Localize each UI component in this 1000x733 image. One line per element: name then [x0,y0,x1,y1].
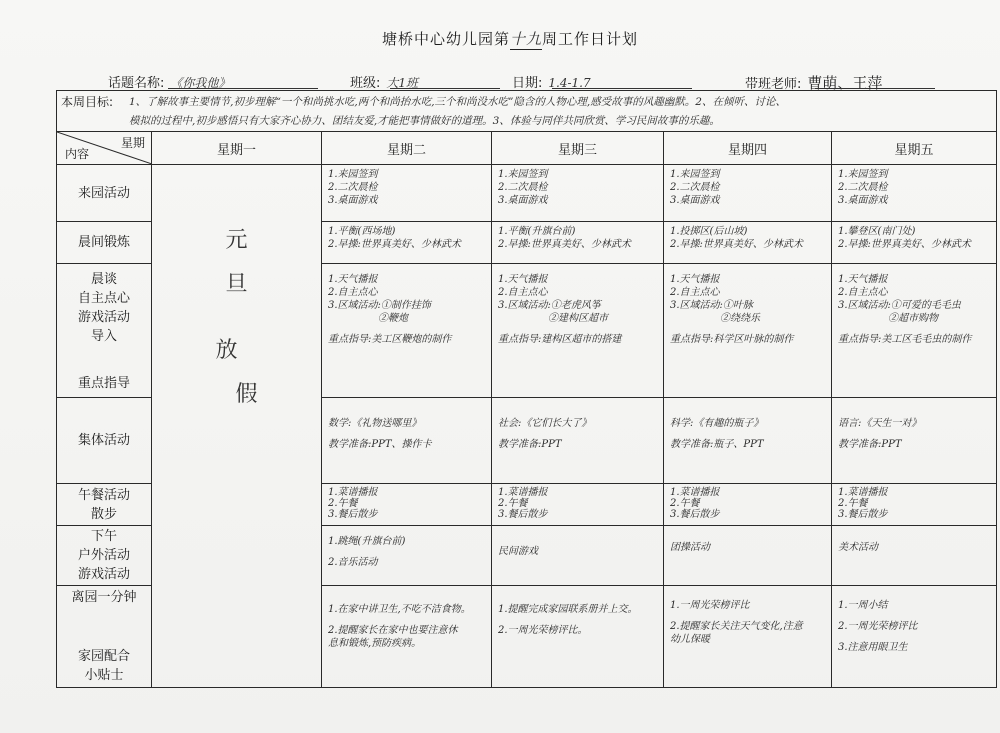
afternoon-wed [492,526,664,586]
goals-cell [57,91,997,132]
day-header-tue: 星期二 [322,132,492,165]
departure-wed [492,586,664,688]
cell-line: 团操活动 [670,542,710,553]
date-value: 1.4-1.7 [548,76,591,90]
page-title [330,28,690,50]
monday-holiday-cell [152,165,322,688]
row-label-line: 散步 [90,506,117,522]
cell-line: 2.一周光荣榜评比。 [498,625,588,636]
week-number: 十九 [509,30,542,48]
lunch-fri [832,484,997,526]
row-label-line: 晨谈 [90,272,117,287]
cell-line: 1.一周小结 [838,600,888,611]
topic-label: 话题名称: [108,76,165,91]
exercise-wed [492,222,664,264]
cell-line: 社会:《它们长大了》 [498,418,592,429]
cell-line: 1.天气播报 [838,274,888,285]
lunch-tue [322,484,492,526]
corner-weekday-label: 星期 [120,136,145,150]
day-header-wed: 星期三 [492,132,664,165]
cell-line: 1.来园签到 [328,169,378,180]
cell-line: 2.自主点心 [498,287,548,298]
weekly-plan-table [56,90,997,688]
row-label-morning-exercise: 晨间锻炼 [57,222,152,264]
cell-line: 2.自主点心 [838,287,888,298]
lunch-thu [664,484,832,526]
day-header-mon: 星期一 [152,132,322,165]
cell-line: 2.早操:世界真美好、少林武术 [498,239,631,250]
cell-line: 1.菜谱播报 [670,487,720,498]
afternoon-thu [664,526,832,586]
talk-thu [664,264,832,398]
talk-tue [322,264,492,398]
talk-fri [832,264,997,398]
class-value: 大1班 [386,76,419,90]
goals-line: 模拟的过程中,初步感悟只有大家齐心协力、团结友爱,才能把事情做好的道理。3、体验与同伴共同欣赏、学习民间故事的乐趣。 [129,115,720,127]
arrival-row [57,165,997,222]
holiday-char: 元 [225,228,248,253]
cell-line: 1.来园签到 [838,169,888,180]
cell-line: 1.跳绳(升旗台前) [328,536,406,547]
cell-line: 3.餐后散步 [328,509,378,520]
cell-line: 2.早操:世界真美好、少林武术 [838,239,971,250]
cell-line: 3.餐后散步 [498,509,548,520]
class-label: 班级: [350,76,381,91]
afternoon-fri [832,526,997,586]
cell-line: 1.天气播报 [498,274,548,285]
date-label: 日期: [512,76,543,91]
group-thu [664,398,832,484]
cell-line: 2.音乐活动 [328,557,378,568]
row-label-line: 午餐活动 [77,487,130,503]
teacher-value: 曹萌、王萍 [807,74,883,92]
goals-line: 1、了解故事主要情节,初步理解“一个和尚挑水吃,两个和尚抬水吃,三个和尚没水吃”隐含的人物心理,感受故事的风趣幽默。2、在倾听、讨论、 [129,96,786,108]
cell-line: 1.天气播报 [670,274,720,285]
cell-line: 1.菜谱播报 [498,487,548,498]
row-label-arrival: 来园活动 [57,165,152,222]
arrival-thu [664,165,832,222]
row-label-focus: 重点指导 [77,376,130,391]
goals-row [57,91,997,132]
topic-value: 《你我他》 [170,76,231,90]
holiday-char: 旦 [225,272,248,297]
cell-line: 1.一周光荣榜评比 [670,600,750,611]
cell-line: 1.平衡(西场地) [328,226,396,237]
group-tue [322,398,492,484]
cell-line: 1.来园签到 [670,169,720,180]
cell-focus-line: 重点指导:科学区叶脉的制作 [670,334,794,345]
cell-line: 3.区域活动:①可爱的毛毛虫 [838,300,961,311]
row-label-line: 下午 [90,529,117,544]
cell-line: 2.二次晨检 [328,182,378,193]
topic-underline [168,88,318,89]
row-label-line: 离园一分钟 [71,590,137,605]
cell-line: 1.菜谱播报 [328,487,378,498]
cell-line: 1.在家中讲卫生,不吃不洁食物。 [328,604,471,615]
row-label-line: 小贴士 [84,668,124,683]
cell-line: 1.攀登区(南门处) [838,226,916,237]
arrival-wed [492,165,664,222]
exercise-thu [664,222,832,264]
cell-line: 3.注意用眼卫生 [838,642,908,653]
day-header-row [57,132,997,165]
cell-line: 2.提醒家长关注天气变化,注意 [670,621,803,632]
cell-line: 幼儿保暖 [670,634,710,645]
cell-line: 教学准备:PPT、操作卡 [328,439,432,450]
cell-line: 3.餐后散步 [670,509,720,520]
cell-line: 教学准备:PPT [498,439,562,450]
title-suffix: 周工作日计划 [542,30,639,48]
row-label-line: 户外活动 [77,548,130,563]
cell-line: 1.菜谱播报 [838,487,888,498]
cell-line: 3.桌面游戏 [838,195,888,206]
teacher-label: 带班老师: [745,77,802,92]
cell-line: ②绕绕乐 [670,313,760,324]
holiday-char: 假 [235,382,258,407]
cell-line: ②鞭炮 [328,313,408,324]
cell-line: 3.区域活动:①制作挂饰 [328,300,431,311]
departure-tue [322,586,492,688]
cell-line: 2.二次晨检 [498,182,548,193]
corner-cell [57,132,152,165]
cell-line: 1.提醒完成家园联系册并上交。 [498,604,638,615]
title-prefix: 塘桥中心幼儿园第 [381,30,510,48]
row-label-line: 游戏活动 [77,310,130,325]
cell-line: 3.餐后散步 [838,509,888,520]
cell-line: 教学准备:瓶子、PPT [670,439,764,450]
cell-line: 教学准备:PPT [838,439,902,450]
cell-focus-line: 重点指导:美工区鞭炮的制作 [328,334,452,345]
cell-line: 3.区域活动:①老虎风筝 [498,300,601,311]
holiday-char: 放 [215,338,238,363]
corner-content-label: 内容 [65,147,90,161]
cell-line: 2.二次晨检 [838,182,888,193]
row-label-lunch [57,484,152,526]
cell-line: ②超市购物 [838,313,938,324]
teacher-underline [815,88,935,89]
cell-line: 息和锻炼,预防疾病。 [328,638,422,649]
group-fri [832,398,997,484]
cell-line: 2.午餐 [838,498,868,509]
day-header-thu: 星期四 [664,132,832,165]
cell-line: 3.桌面游戏 [670,195,720,206]
cell-line: 民间游戏 [498,546,538,557]
departure-fri [832,586,997,688]
afternoon-tue [322,526,492,586]
row-label-line: 自主点心 [77,291,130,306]
cell-line: 2.午餐 [328,498,358,509]
cell-line: 3.桌面游戏 [498,195,548,206]
cell-focus-line: 重点指导:美工区毛毛虫的制作 [838,334,972,345]
cell-line: 1.来园签到 [498,169,548,180]
cell-line: 2.早操:世界真美好、少林武术 [328,239,461,250]
goals-label: 本周目标: [61,95,114,109]
cell-line: 1.天气播报 [328,274,378,285]
row-label-talk [57,264,152,398]
cell-line: 2.一周光荣榜评比 [838,621,918,632]
group-wed [492,398,664,484]
arrival-tue [322,165,492,222]
cell-line: 语言:《天生一对》 [838,418,922,429]
date-underline [552,88,692,89]
lunch-wed [492,484,664,526]
exercise-fri [832,222,997,264]
row-label-line: 家园配合 [77,649,130,664]
day-header-fri: 星期五 [832,132,997,165]
cell-line: 2.午餐 [670,498,700,509]
class-underline [390,88,500,89]
cell-line: 2.自主点心 [328,287,378,298]
cell-line: 数学:《礼物送哪里》 [328,418,422,429]
cell-line: 2.自主点心 [670,287,720,298]
cell-line: 1.投掷区(后山坡) [670,226,748,237]
cell-line: 1.平衡(升旗台前) [498,226,576,237]
cell-line: 美术活动 [838,542,878,553]
cell-line: 科学:《有趣的瓶子》 [670,418,764,429]
row-label-departure [57,586,152,688]
exercise-tue [322,222,492,264]
cell-line: 3.区域活动:①叶脉 [670,300,753,311]
cell-line: ②建构区超市 [498,313,608,324]
cell-line: 3.桌面游戏 [328,195,378,206]
cell-focus-line: 重点指导:建构区超市的搭建 [498,334,622,345]
cell-line: 2.二次晨检 [670,182,720,193]
arrival-fri [832,165,997,222]
talk-wed [492,264,664,398]
cell-line: 2.午餐 [498,498,528,509]
row-label-afternoon [57,526,152,586]
row-label-group: 集体活动 [57,398,152,484]
goals-text [129,93,990,131]
departure-thu [664,586,832,688]
cell-line: 2.早操:世界真美好、少林武术 [670,239,803,250]
row-label-line: 导入 [90,329,117,344]
row-label-line: 游戏活动 [77,567,130,582]
cell-line: 2.提醒家长在家中也要注意休 [328,625,458,636]
